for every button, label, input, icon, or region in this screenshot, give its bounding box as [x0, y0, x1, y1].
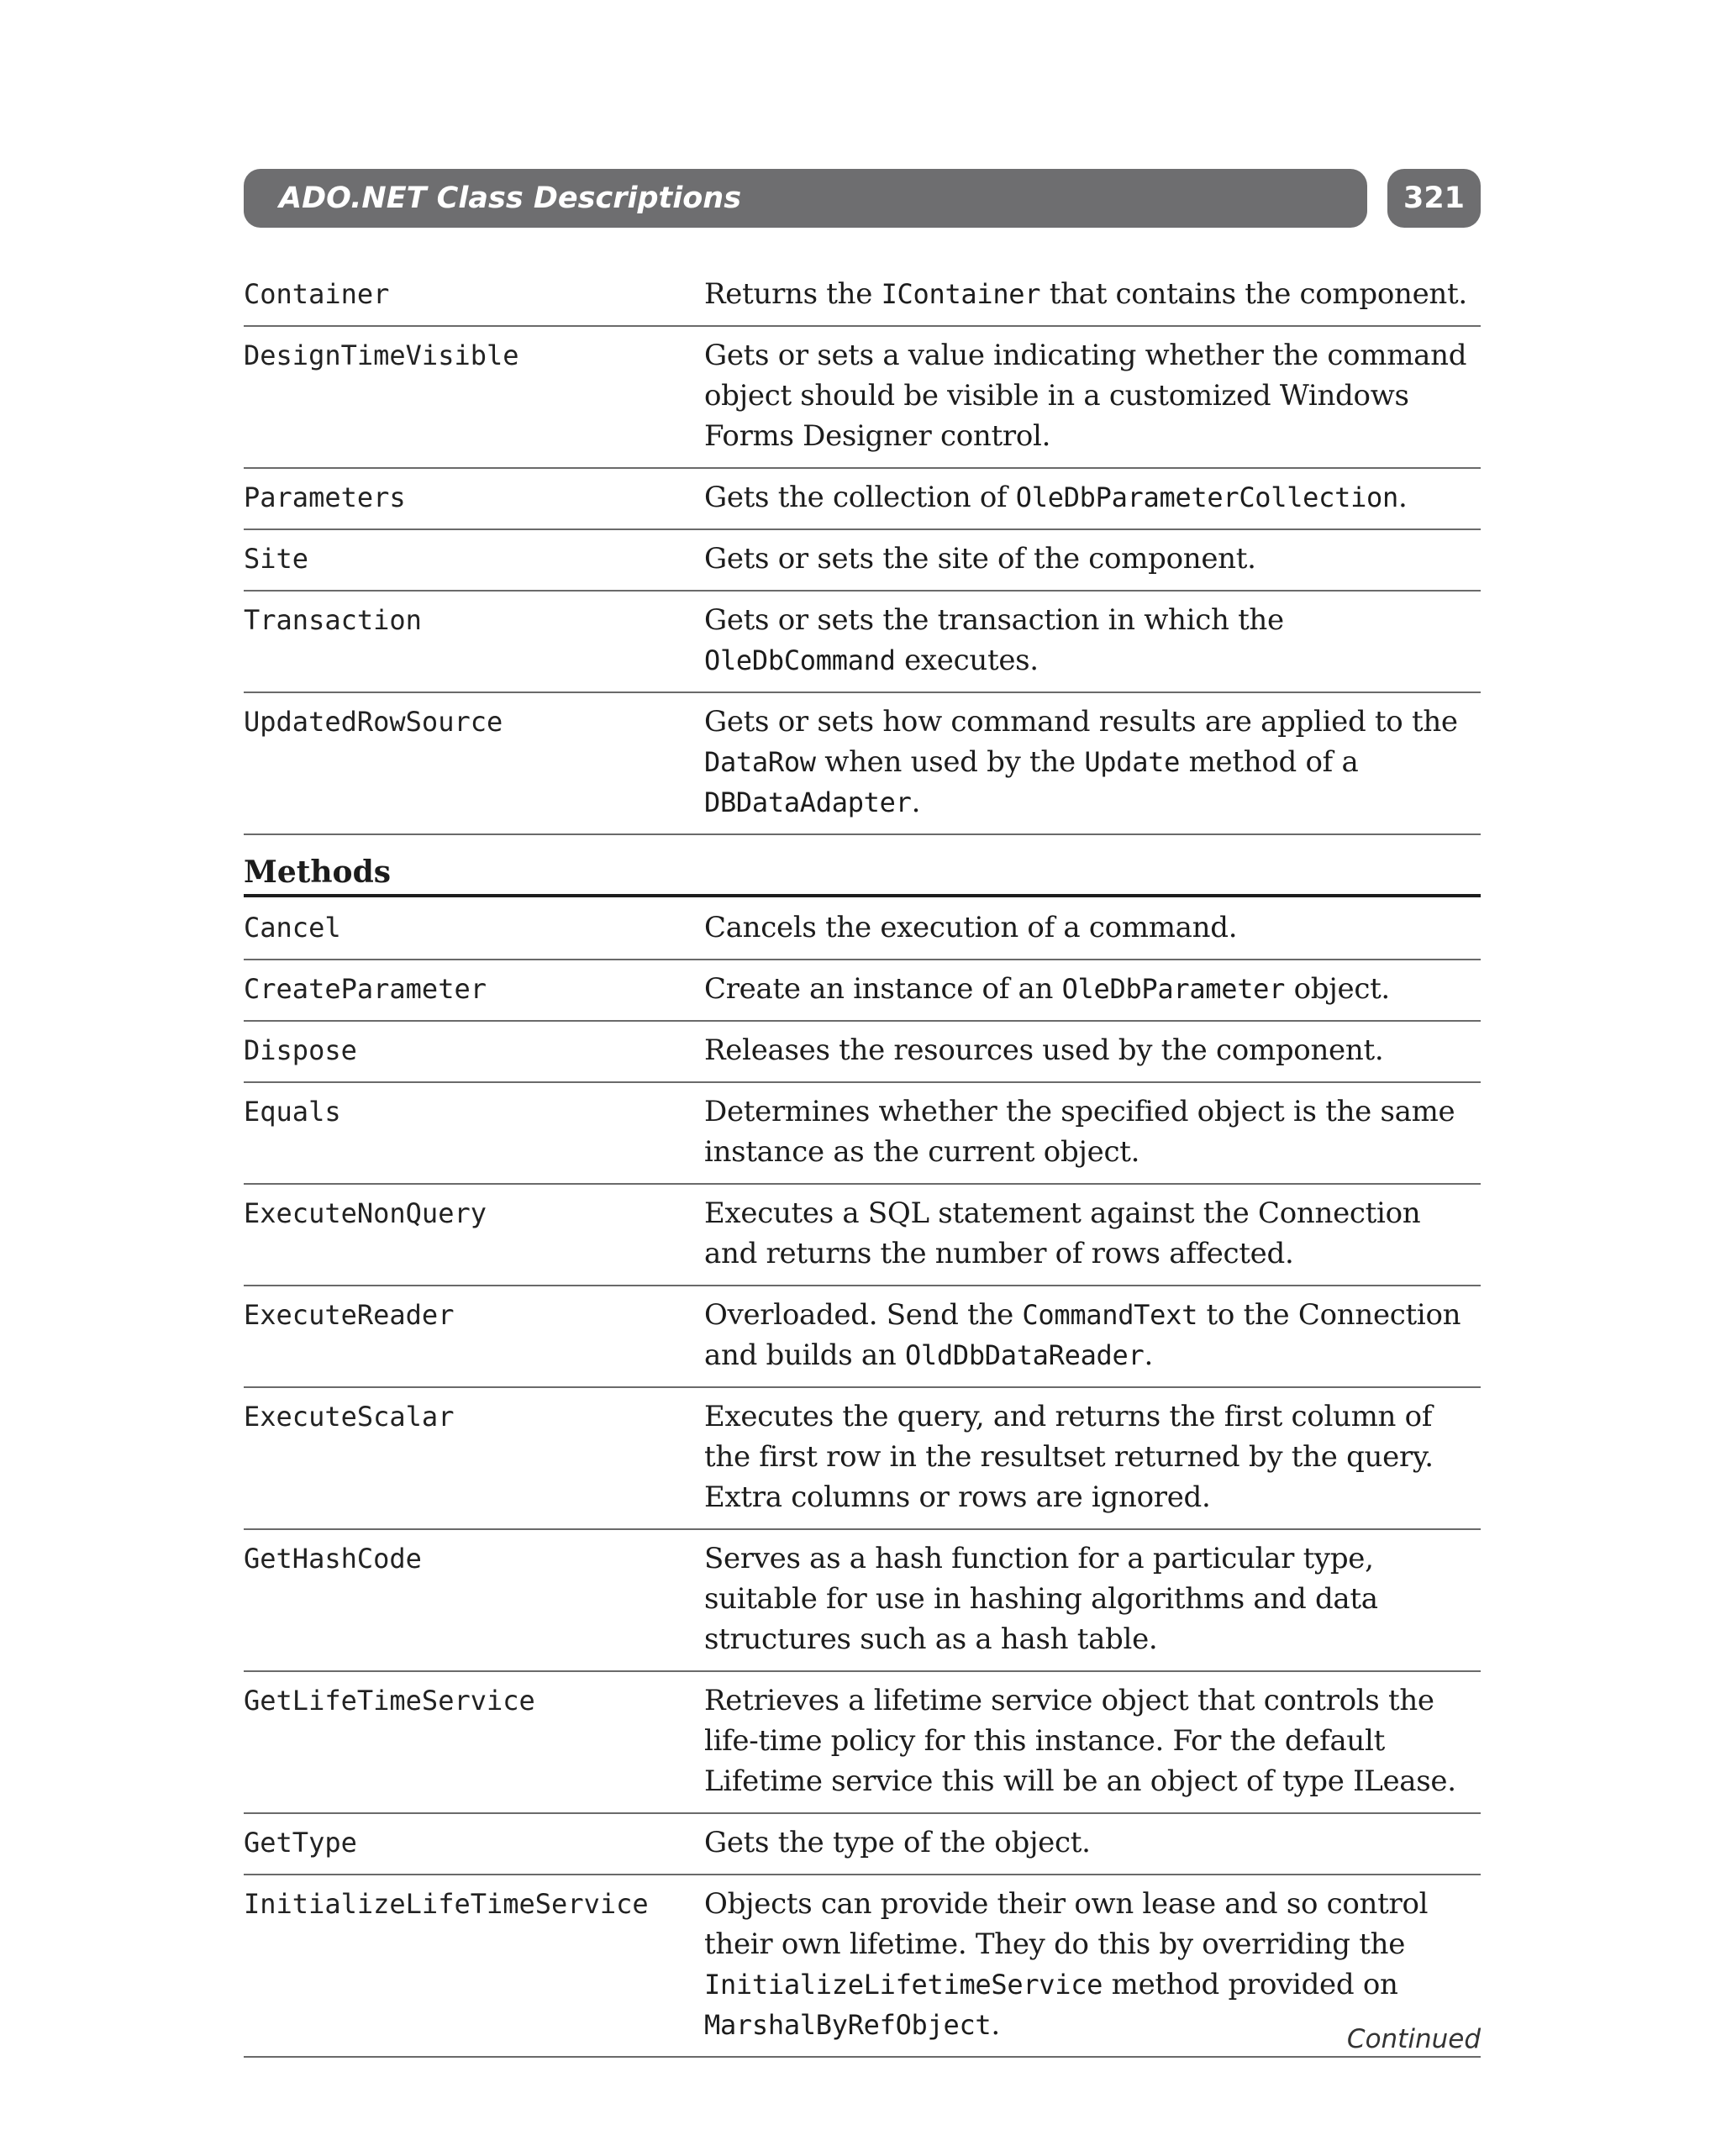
member-name: Dispose [244, 1034, 357, 1066]
code-span: DBDataAdapter [704, 786, 912, 818]
text-span: method of a [1180, 745, 1359, 779]
member-description [704, 702, 1481, 823]
text-span: Objects can provide their own lease and so control their own lifetime. They do this by overriding the [704, 1887, 1429, 1961]
code-span: InitializeLifetimeService [704, 1969, 1103, 2001]
member-name: Site [244, 543, 309, 575]
table-row [244, 899, 1481, 960]
member-description [704, 274, 1481, 314]
table-row [244, 1672, 1481, 1814]
table-row [244, 327, 1481, 469]
member-description [704, 1680, 1481, 1801]
methods-heading: Methods [244, 852, 1481, 897]
table-row [244, 1388, 1481, 1530]
text-span: Gets or sets the site of the component. [704, 542, 1256, 576]
text-span: Releases the resources used by the component. [704, 1033, 1384, 1067]
table-row [244, 266, 1481, 327]
table-row [244, 1083, 1481, 1185]
member-description [704, 907, 1481, 948]
member-name: Container [244, 278, 390, 310]
code-span: CommandText [1022, 1299, 1198, 1331]
header-bar [244, 169, 1367, 228]
code-span: OldDbDataReader [904, 1339, 1145, 1371]
member-description [704, 539, 1481, 579]
table-row [244, 530, 1481, 592]
text-span: . [1144, 1338, 1153, 1372]
member-name: CreateParameter [244, 973, 487, 1005]
member-description [704, 1030, 1481, 1070]
table-row [244, 1530, 1481, 1672]
text-span: Gets or sets a value indicating whether the command object should be visible in a customized Windows Forms Designer control. [704, 339, 1467, 453]
header-title: ADO.NET Class Descriptions [279, 181, 742, 215]
text-span: Executes a SQL statement against the Connection and returns the number of rows affected. [704, 1196, 1421, 1270]
member-description [704, 1091, 1481, 1172]
member-description [704, 1538, 1481, 1659]
text-span: to the Connection and builds an [704, 1298, 1461, 1372]
properties-table [244, 266, 1481, 835]
text-span: . [991, 2008, 1000, 2042]
member-name: Transaction [244, 604, 422, 636]
code-span: MarshalByRefObject [704, 2009, 992, 2041]
text-span: Create an instance of an [704, 972, 1062, 1006]
member-name: UpdatedRowSource [244, 706, 503, 738]
member-name: InitializeLifeTimeService [244, 1888, 649, 1920]
text-span: . [1397, 481, 1408, 514]
methods-table [244, 899, 1481, 2058]
member-description [704, 1193, 1481, 1274]
text-span: Serves as a hash function for a particular type, suitable for use in hashing algorithms and data structures such as a hash table. [704, 1542, 1378, 1656]
running-header [244, 169, 1481, 228]
table-row [244, 1185, 1481, 1286]
table-row [244, 1286, 1481, 1388]
member-description [704, 1822, 1481, 1863]
table-row [244, 693, 1481, 835]
text-span: when used by the [815, 745, 1085, 779]
code-span: OleDbCommand [704, 644, 896, 676]
member-description [704, 969, 1481, 1009]
member-description [704, 335, 1481, 456]
code-span: IContainer [881, 278, 1041, 310]
page-number: 321 [1387, 169, 1481, 228]
text-span: Returns the [704, 277, 882, 311]
table-row [244, 1875, 1481, 2058]
table-row [244, 1814, 1481, 1875]
member-description [704, 600, 1481, 681]
text-span: . [911, 786, 921, 819]
text-span: Gets the type of the object. [704, 1826, 1091, 1859]
member-name: ExecuteNonQuery [244, 1197, 487, 1229]
text-span: Determines whether the specified object is the same instance as the current object. [704, 1095, 1455, 1169]
code-span: OleDbParameter [1061, 973, 1286, 1005]
table-row [244, 469, 1481, 530]
text-span: method provided on [1103, 1968, 1398, 2001]
text-span: that contains the component. [1040, 277, 1467, 311]
text-span: executes. [895, 644, 1039, 677]
member-name: Equals [244, 1096, 341, 1128]
member-name: ExecuteReader [244, 1299, 455, 1331]
table-row [244, 1022, 1481, 1083]
table-row [244, 960, 1481, 1022]
member-name: GetHashCode [244, 1543, 422, 1575]
text-span: Cancels the execution of a command. [704, 911, 1238, 944]
code-span: Update [1084, 746, 1181, 778]
member-name: DesignTimeVisible [244, 339, 519, 371]
member-name: GetType [244, 1827, 357, 1859]
member-name: Cancel [244, 912, 341, 944]
text-span: Gets or sets the transaction in which the [704, 603, 1284, 637]
text-span: Overloaded. Send the [704, 1298, 1023, 1332]
text-span: Gets or sets how command results are applied to the [704, 705, 1458, 739]
code-span: DataRow [704, 746, 816, 778]
text-span: Executes the query, and returns the first column of the first row in the resultset returned by the query. Extra columns or rows are ignored. [704, 1400, 1434, 1514]
member-name: GetLifeTimeService [244, 1685, 535, 1717]
member-name: Parameters [244, 481, 406, 513]
continued-label: Continued [1346, 2024, 1481, 2054]
member-description [704, 477, 1481, 518]
member-description [704, 1295, 1481, 1375]
text-span: object. [1285, 972, 1390, 1006]
member-description [704, 1884, 1481, 2045]
member-name: ExecuteScalar [244, 1401, 455, 1433]
text-span: Retrieves a lifetime service object that controls the life-time policy for this instance. For the default Lifetime service this will be an object of type ILease. [704, 1684, 1456, 1798]
table-row [244, 592, 1481, 693]
text-span: Gets the collection of [704, 481, 1016, 514]
code-span: OleDbParameterCollection [1015, 481, 1398, 513]
member-description [704, 1396, 1481, 1517]
